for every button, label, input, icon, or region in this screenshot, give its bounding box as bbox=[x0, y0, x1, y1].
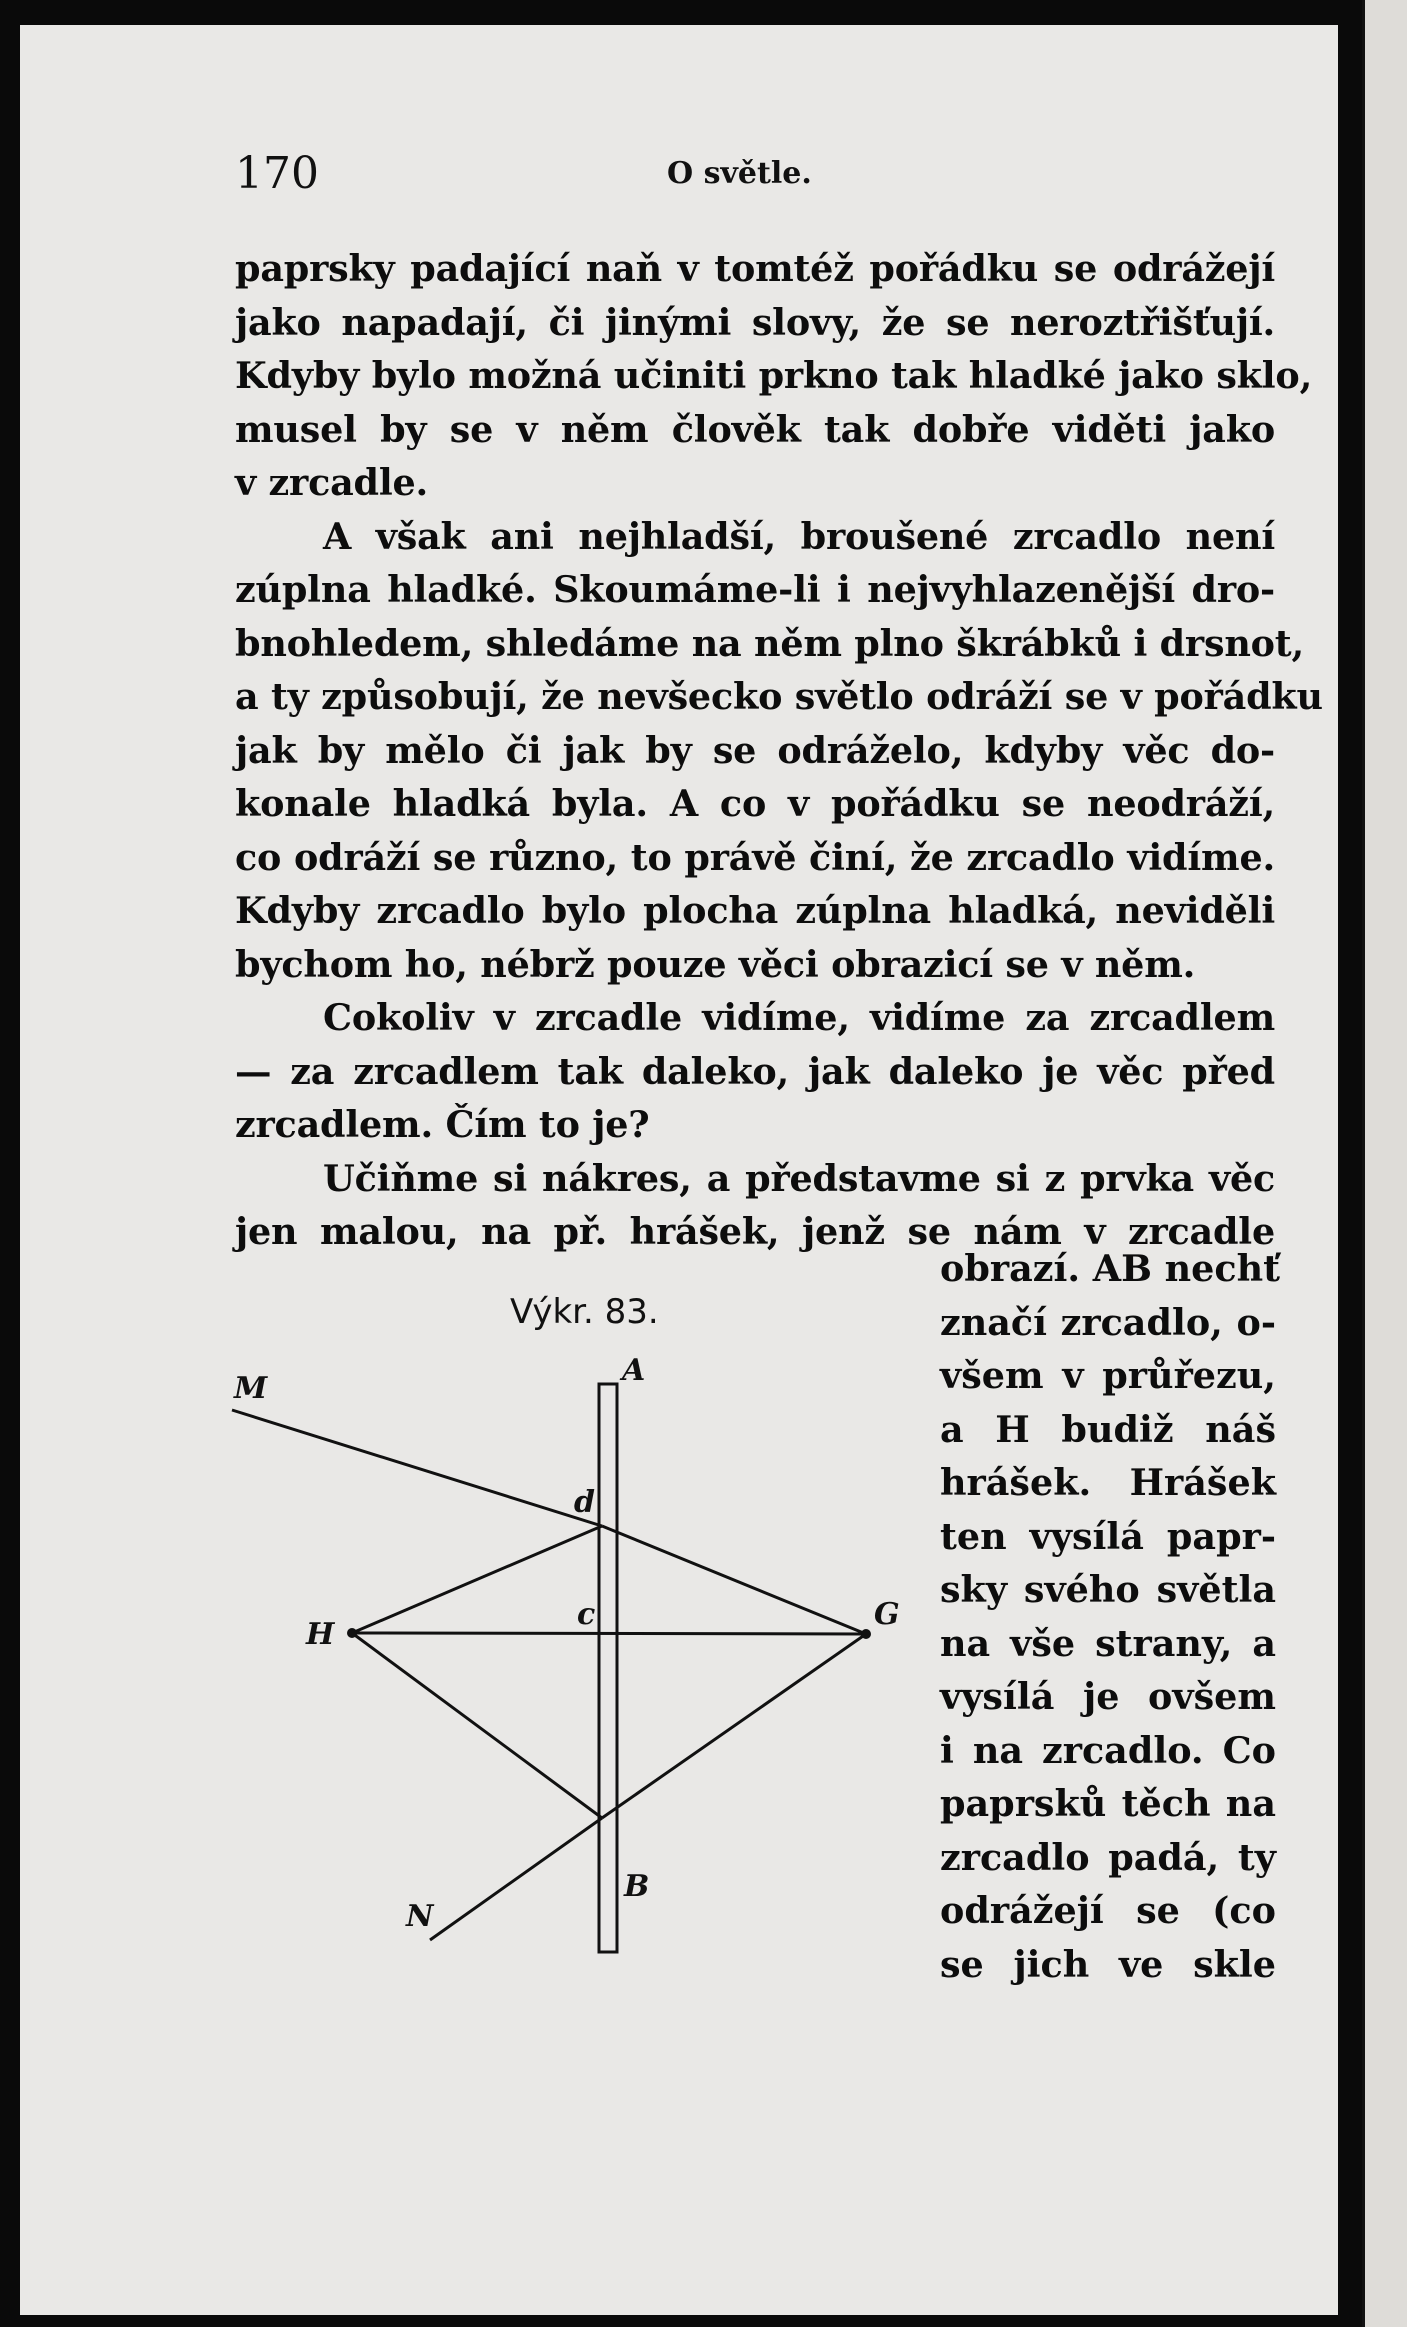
label-a: A bbox=[622, 1353, 646, 1388]
label-d: d bbox=[574, 1485, 595, 1520]
text-line: v zrcadle. bbox=[235, 461, 429, 504]
text-line: Cokoliv v zrcadle vidíme, vidíme za zrcadlem bbox=[323, 996, 1275, 1039]
side-text-line: na vše strany, a bbox=[940, 1621, 1276, 1665]
figure-caption: Výkr. 83. bbox=[510, 1292, 659, 1332]
figure-83 bbox=[234, 1240, 940, 2000]
ray-h-lower bbox=[352, 1633, 602, 1818]
text-line: jak by mělo či jak by se odráželo, kdyby věc do- bbox=[235, 728, 1275, 772]
side-text-line: ten vysílá papr- bbox=[940, 1514, 1276, 1558]
text-line: Učiňme si nákres, a představme si z prvka věc bbox=[323, 1156, 1275, 1200]
label-m: M bbox=[234, 1371, 268, 1406]
text-line: a ty způsobují, že nevšecko světlo odráží se v pořádku bbox=[235, 675, 1323, 718]
text-line: konale hladká byla. A co v pořádku se neodráží, bbox=[235, 782, 1275, 825]
body-text bbox=[235, 242, 1323, 1259]
ray-m-d bbox=[232, 1410, 602, 1526]
side-text-line: hrášek. Hrášek bbox=[940, 1461, 1276, 1504]
side-text-line: se jich ve skle bbox=[940, 1942, 1276, 1986]
text-line: jako napadají, či jinými slovy, že se neroztřišťují. bbox=[235, 300, 1275, 344]
adjacent-page-edge bbox=[1362, 0, 1407, 2327]
text-line: bychom ho, nébrž pouze věci obrazicí se v něm. bbox=[235, 942, 1196, 986]
label-c: c bbox=[577, 1597, 596, 1632]
text-line: — za zrcadlem tak daleko, jak daleko je věc před bbox=[235, 1049, 1275, 1093]
text-line: bnohledem, shledáme na něm plno škrábků i drsnot, bbox=[235, 621, 1304, 665]
text-line: co odráží se různo, to právě činí, že zrcadlo vidíme. bbox=[235, 835, 1275, 879]
ray-lower-n bbox=[430, 1818, 602, 1940]
text-line: paprsky padající naň v tomtéž pořádku se odrážejí bbox=[235, 247, 1275, 290]
reflection-diagram bbox=[234, 1240, 940, 2000]
label-b: B bbox=[624, 1869, 650, 1904]
text-line: musel by se v něm člověk tak dobře viděti jako bbox=[235, 407, 1275, 451]
side-text-line: odrážejí se (co bbox=[940, 1889, 1276, 1932]
page-header bbox=[235, 148, 1275, 208]
side-text-line: paprsků těch na bbox=[940, 1782, 1276, 1825]
label-h: H bbox=[306, 1617, 335, 1652]
text-line: jen malou, na př. hrášek, jenž se nám v zrcadle bbox=[235, 1210, 1275, 1253]
side-text-line: i na zrcadlo. Co bbox=[940, 1728, 1276, 1772]
side-text-line: obrazí. AB nechť bbox=[940, 1247, 1281, 1290]
text-line: zúplna hladké. Skoumáme-li i nejvyhlazenější dro- bbox=[235, 568, 1275, 611]
side-text bbox=[940, 1242, 1281, 1991]
point-g bbox=[861, 1629, 871, 1639]
label-g: G bbox=[874, 1597, 900, 1632]
side-text-line: značí zrcadlo, o- bbox=[940, 1300, 1276, 1344]
side-text-line: všem v průřezu, bbox=[940, 1354, 1276, 1397]
running-head: O světle. bbox=[667, 156, 812, 191]
point-h bbox=[347, 1628, 357, 1638]
text-line: A však ani nejhladší, broušené zrcadlo není bbox=[323, 514, 1275, 558]
side-text-line: sky svého světla bbox=[940, 1568, 1276, 1611]
side-text-line: vysílá je ovšem bbox=[940, 1675, 1276, 1718]
text-line: zrcadlem. Čím to je? bbox=[235, 1103, 650, 1146]
side-text-line: a H budiž náš bbox=[940, 1407, 1276, 1451]
ray-h-g bbox=[352, 1633, 866, 1634]
page-number: 170 bbox=[235, 148, 319, 199]
mirror-ab bbox=[599, 1384, 617, 1952]
label-n: N bbox=[406, 1899, 434, 1934]
side-text-line: zrcadlo padá, ty bbox=[940, 1835, 1276, 1879]
ray-d-g bbox=[602, 1526, 866, 1634]
ray-h-d bbox=[352, 1526, 602, 1633]
ray-lower-g bbox=[602, 1634, 866, 1818]
text-line: Kdyby zrcadlo bylo plocha zúplna hladká, neviděli bbox=[235, 889, 1275, 932]
text-line: Kdyby bylo možná učiniti prkno tak hladké jako sklo, bbox=[235, 354, 1313, 397]
